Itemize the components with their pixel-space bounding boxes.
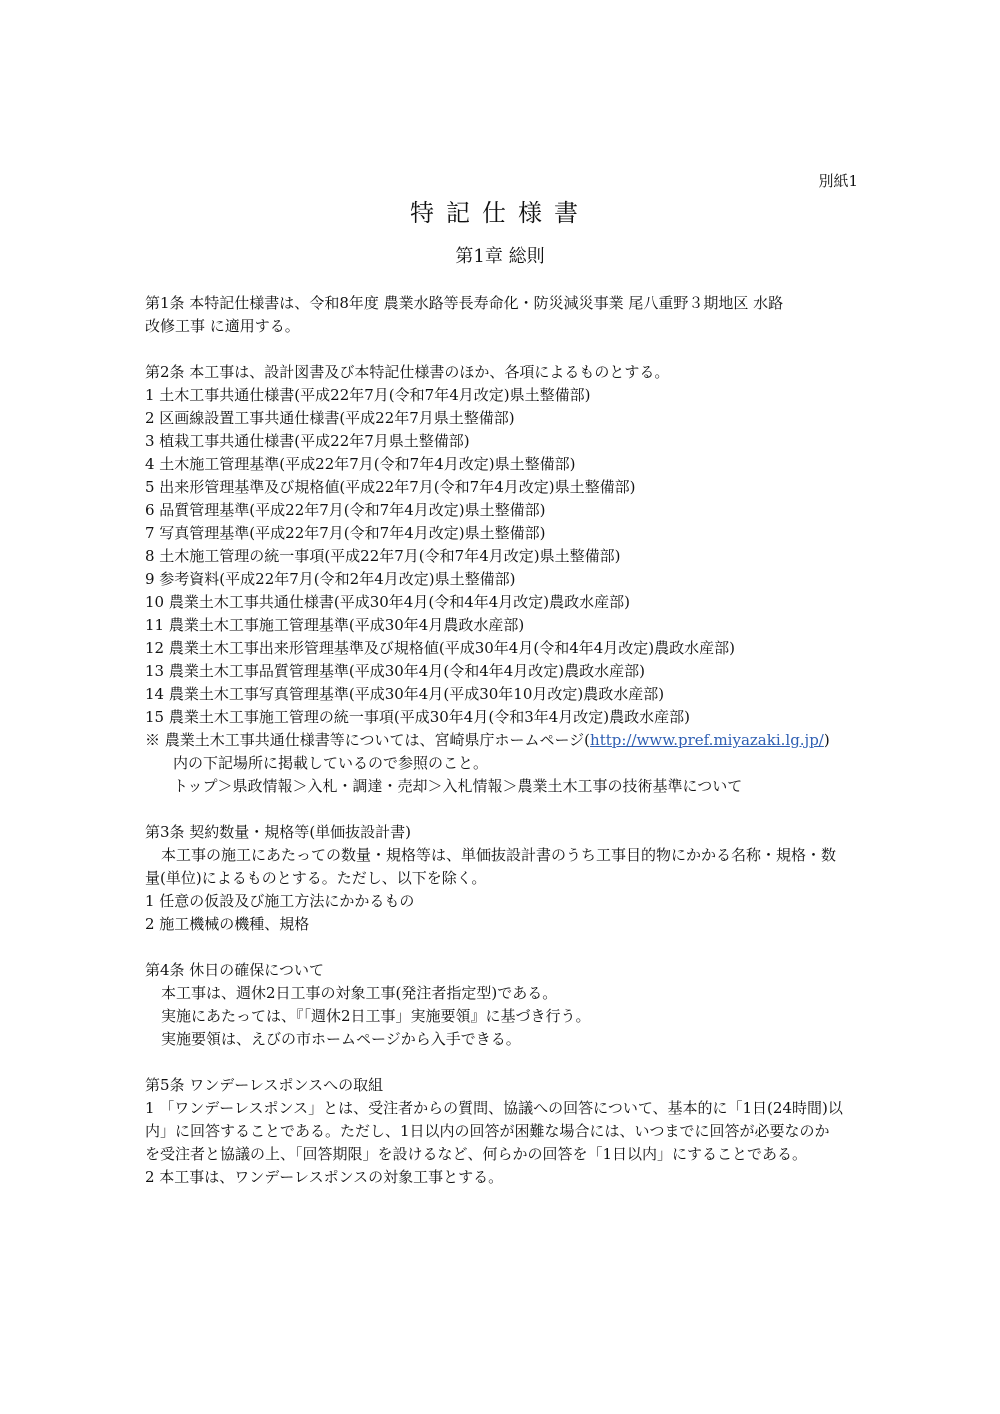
article2-item: 2 区画線設置工事共通仕様書(平成22年7月県土整備部) bbox=[145, 409, 515, 427]
article2-item: 14 農業土木工事写真管理基準(平成30年4月(平成30年10月改定)農政水産部) bbox=[145, 685, 665, 703]
article2-heading: 第2条 本工事は、設計図書及び本特記仕様書のほか、各項によるものとする。 bbox=[145, 363, 670, 381]
article5-heading: 第5条 ワンデーレスポンスへの取組 bbox=[145, 1076, 384, 1094]
article2-item: 15 農業土木工事施工管理の統一事項(平成30年4月(令和3年4月改定)農政水産部) bbox=[145, 708, 690, 726]
attachment-label: 別紙1 bbox=[818, 172, 858, 190]
article4-line: 本工事は、週休2日工事の対象工事(発注者指定型)である。 bbox=[161, 984, 558, 1002]
article2-item: 11 農業土木工事施工管理基準(平成30年4月農政水産部) bbox=[145, 616, 525, 634]
chapter-heading: 第1章 総則 bbox=[455, 246, 545, 267]
article4-heading: 第4条 休日の確保について bbox=[145, 961, 325, 979]
article2-item: 4 土木施工管理基準(平成22年7月(令和7年4月改定)県土整備部) bbox=[145, 455, 576, 473]
article3-para-line1: 本工事の施工にあたっての数量・規格等は、単価抜設計書のうち工事目的物にかかる名称・規格・数 bbox=[161, 846, 837, 864]
prefecture-website-link[interactable]: http://www.pref.miyazaki.lg.jp/ bbox=[590, 731, 824, 749]
article2-item: 8 土木施工管理の統一事項(平成22年7月(令和7年4月改定)県土整備部) bbox=[145, 547, 621, 565]
article2-note bbox=[145, 729, 865, 752]
article5-line: を受注者と協議の上、「回答期限」を設けるなど、何らかの回答を「1日以内」にすることである。 bbox=[145, 1145, 808, 1163]
article2-item: 5 出来形管理基準及び規格値(平成22年7月(令和7年4月改定)県土整備部) bbox=[145, 478, 636, 496]
article2-item: 6 品質管理基準(平成22年7月(令和7年4月改定)県土整備部) bbox=[145, 501, 546, 519]
article2-note-path: トップ＞県政情報＞入札・調達・売却＞入札情報＞農業土木工事の技術基準について bbox=[173, 777, 743, 795]
article2-item: 9 参考資料(平成22年7月(令和2年4月改定)県土整備部) bbox=[145, 570, 516, 588]
article3-item: 1 任意の仮設及び施工方法にかかるもの bbox=[145, 892, 415, 910]
article5-line: 2 本工事は、ワンデーレスポンスの対象工事とする。 bbox=[145, 1168, 504, 1186]
article2-item: 13 農業土木工事品質管理基準(平成30年4月(令和4年4月改定)農政水産部) bbox=[145, 662, 645, 680]
article2-item: 12 農業土木工事出来形管理基準及び規格値(平成30年4月(令和4年4月改定)農政水産部) bbox=[145, 639, 735, 657]
document-body bbox=[145, 292, 865, 1189]
article3-para-line2: 量(単位)によるものとする。ただし、以下を除く。 bbox=[145, 869, 487, 887]
article3-item: 2 施工機械の機種、規格 bbox=[145, 915, 310, 933]
article2-item: 3 植栽工事共通仕様書(平成22年7月県土整備部) bbox=[145, 432, 470, 450]
article3-heading: 第3条 契約数量・規格等(単価抜設計書) bbox=[145, 823, 412, 841]
article1-line2: 改修工事 に適用する。 bbox=[145, 317, 300, 335]
article2-item: 1 土木工事共通仕様書(平成22年7月(令和7年4月改定)県土整備部) bbox=[145, 386, 591, 404]
article2-note-line2: 内の下記場所に掲載しているので参照のこと。 bbox=[173, 754, 489, 772]
article4-line: 実施要領は、えびの市ホームページから入手できる。 bbox=[161, 1030, 521, 1048]
article1-line1: 第1条 本特記仕様書は、令和8年度 農業水路等長寿命化・防災減災事業 尾八重野３期地区 水路 bbox=[145, 294, 784, 312]
note-suffix: ) bbox=[823, 731, 830, 749]
note-prefix: ※ 農業土木工事共通仕様書等については、宮崎県庁ホームページ( bbox=[145, 731, 591, 749]
article5-line: 内」に回答することである。ただし、1日以内の回答が困難な場合には、いつまでに回答が必要なのか bbox=[145, 1122, 830, 1140]
article2-item: 7 写真管理基準(平成22年7月(令和7年4月改定)県土整備部) bbox=[145, 524, 546, 542]
article5-line: 1 「ワンデーレスポンス」とは、受注者からの質問、協議への回答について、基本的に「1日(24時間)以 bbox=[145, 1099, 843, 1117]
article4-line: 実施にあたっては、『「週休2日工事」実施要領』に基づき行う。 bbox=[161, 1007, 591, 1025]
article2-item: 10 農業土木工事共通仕様書(平成30年4月(令和4年4月改定)農政水産部) bbox=[145, 593, 630, 611]
document-title: 特記仕様書 bbox=[410, 199, 590, 227]
